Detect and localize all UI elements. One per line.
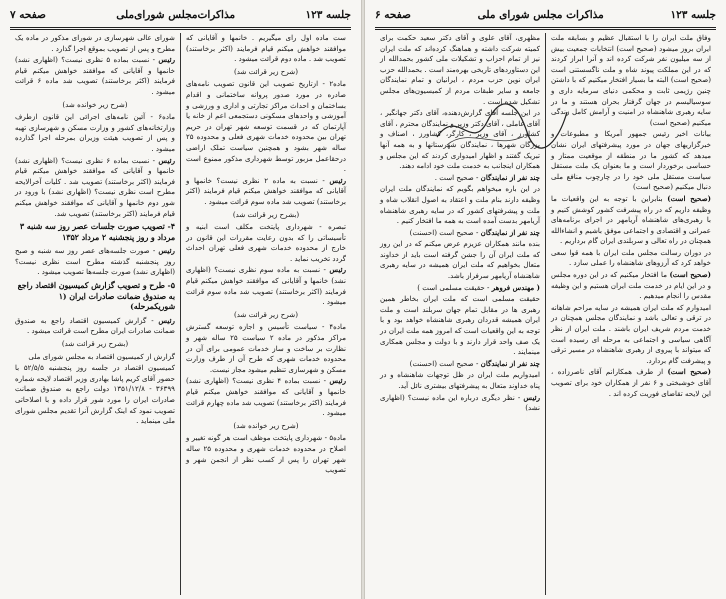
speaker-text: بنابراین با توجه به این واقعیات ما وظیفه داریم که در راه پیشرفت کشور کوشش کنیم و با رهبری‌های شاهنشاه آریامهر در اجرای برنامه‌های عمرانی و اقتصادی و اجتماعی موفق باشیم و انشاءالله همچنان در راه تعالی و سربلندی ایران گام برداریم . <box>551 193 711 246</box>
section-heading: ۴- تصویب صورت جلسات عصر روز سه شنبه ۳ مرداد و روز پنجشنبه ۲ مرداد ۱۳۵۲ <box>19 222 175 242</box>
right-session-label: جلسه ۱۲۳ <box>670 9 716 21</box>
right-page-header <box>375 6 716 24</box>
speaker-text: - گزارش کمیسیون اقتصاد راجع به صندوق ضمانت صادرات ایران مطرح است قرائت میشود . <box>15 315 175 336</box>
procedural-note: (شرح زیر قرائت شد) <box>234 309 298 319</box>
speaker-name: (صحیح است) <box>669 270 711 280</box>
speaker-text: - صحیح است (احسنت) <box>409 358 479 368</box>
speaker-paragraph <box>380 228 540 239</box>
left-page <box>0 0 361 599</box>
speaker-paragraph <box>186 265 346 307</box>
body-paragraph: بنده مانند همکاران عزیزم عرض میکنم که در این روز که ملت ایران آن را جشن گرفته است باید از خداوند متعال بخواهیم که ملت ایران همیشه در سایه رهبری شاهنشاه آریامهر سرفراز باشد. <box>380 239 540 281</box>
speaker-paragraph <box>15 246 175 278</box>
speaker-paragraph <box>186 376 346 418</box>
speaker-text: - نسبت بماده ۶ نظری نیست؟ (اظهاری نشد) خانمها و آقایانی که موافقند خواهش میکنم قیام فرمایند (اکثر برخاستند) تصویب شد . کلیات آخرالایحه مطرح است نظری نیست؟ (اظهاری نشد) با ورود در شور دوم خانمها و آقایانی که موافقند خواهش میکنم قیام فرمایند (اکثر برخاستند) تصویب شد. <box>15 155 175 218</box>
speaker-name: چند نفر از نمایندگان <box>480 172 540 182</box>
procedural-note: (شرح زیر خوانده شد) <box>233 420 299 430</box>
body-paragraph: در این باره میخواهم بگویم که نمایندگان ملت ایران وظیفه دارند بنام ملت و اعتقاد به اصول انقلاب شاه و ملت و پیشرفتهای کشور که در سایه رهبری شاهنشاه آریامهر بدست آمده است به همه ما افتخار کنیم . <box>380 184 540 226</box>
speaker-name: رئیس <box>329 376 346 386</box>
speaker-paragraph <box>551 367 711 399</box>
speaker-name: رئیس <box>158 246 175 256</box>
body-paragraph: بیانات اخیر رئیس جمهور آمریکا و مطبوعات و خبرگزاریهای جهان در مورد پیشرفتهای ایران نشان میدهد که کشور ما در منطقه از موقعیت ممتاز و حساسی برخوردار است و ما بعنوان یک ملت مستقل سیاست مستقل ملی خود را در چارچوب منافع ملی دنبال میکنیم (صحیح است) <box>551 129 711 192</box>
speaker-name: (صحیح است) <box>667 367 711 377</box>
body-paragraph: در این جلسه آقای گزارش‌دهنده، آقای دکتر جهانگیر ، آقای عاملی ، آقای دکتر وزیر و نمایندگان محترم ، آقای کشاورز ، آقای وزیر ، کارگر، کشاورز ، اصناف و بزرگان شهرها ، نمایندگان شهرستانها و به همه آنها تبریک گفتند و اظهار امیدواری کردند که این مجلس و همکاران اینجانب به خدمت ملت خود ادامه دهند. <box>380 108 540 171</box>
body-paragraph: ماده۵ - شهرداری پایتخت موظف است هر گونه تغییر و اصلاح در محدوده خدمات شهری و محدوده ۲۵ ساله شهر تهران را پس از کسب نظر از انجمن شهر و تصویب <box>186 433 346 475</box>
speaker-name: رئیس <box>158 315 175 325</box>
body-paragraph: ماده۶ - آئین نامه‌های اجرائی این قانون ازطرف وزارتخانه‌های کشور و وزارت مسکن و شهرسازی تهیه و پس از تصویب هیئت وزیران بمرحله اجرا گذارده میشود . <box>15 112 175 153</box>
body-paragraph: شورای عالی شهرسازی در شورای مذکور در ماده یک مطرح و پس از تصویب بموقع اجرا گذارد . <box>15 33 175 53</box>
left-header-rule <box>10 27 351 30</box>
speaker-text: - نسبت به ماده ۲ نظری نیست؟ خانمها و آقایانی که موافقند خواهش میکنم قیام فرمایند (اکثر برخاستند) تصویب شد ماده سوم قرائت میشود . <box>186 175 346 206</box>
speaker-text: - صورت جلسه‌های عصر روز سه شنبه و صبح روز پنجشنبه گذشته مطرح است نظری نیست؟ (اظهاری نشد) صورت جلسه‌ها تصویب میشود . <box>15 246 175 277</box>
speaker-text: - نسبت بماده ۵ نظری نیست؟ (اظهاری نشد) خانمها و آقایانی که موافقند خواهش میکنم قیام فرمایند (اکثر برخاستند) تصویب شد ماده ۶ قرائت میشود . <box>15 55 175 96</box>
body-paragraph: تبصره - شهرداری پایتخت مکلف است ابنیه و تأسیساتی را که بدون رعایت مقررات این قانون در خارج از محدوده خدمات شهری فعلی تهران احداث گردد تخریب نماید . <box>186 222 346 263</box>
body-paragraph: حقیقت مسلمی است که ملت ایران بخاطر همین رهبری ها در مقابل تمام جهان سربلند است و ملت ایران همیشه قدردان رهبری شاهنشاه خواهد بود و با توجه به این واقعیات است که امروز همه ملت ایران در یک صف واحد قرار دارند و با دولت و مجلس همکاری مینمایند . <box>380 294 540 357</box>
right-header-rule <box>375 27 716 30</box>
speaker-text: - نظر دیگری درباره این ماده نیست؟ (اظهاری نشد) <box>380 392 540 413</box>
speaker-text: ما افتخار میکنیم که در این دوره مجلس و در این ایام در خدمت ملت ایران هستیم و این وظیفه مقدس را انجام میدهیم . <box>551 270 711 301</box>
speaker-paragraph <box>380 393 540 414</box>
body-paragraph: ماده۴ - سیاست تأسیس و اجازه توسعه گسترش مراکز مذکور در ماده ۲ سیاست ۲۵ ساله شهر و نظارت بر ساخت و ساز خدمات عمومی برای آن در محدوده خدمات شهری که طرح آن از طرف وزارت مسکن و شهرسازی تنظیم میشود مجاز نیست. <box>186 322 347 374</box>
speaker-paragraph <box>380 173 540 184</box>
speaker-name: ( مهندس فروهر <box>491 282 540 292</box>
procedural-note: (بشرح زیر قرائت شد) <box>61 339 129 349</box>
left-column-2 <box>10 33 181 595</box>
body-paragraph: در دوران رسالت مجلس ملت ایران با همه قوا سعی خواهد کرد که آرزوهای شاهنشاه را عملی سازد . <box>551 247 711 268</box>
speaker-paragraph <box>551 194 711 247</box>
right-page-number: صفحه ۶ <box>375 9 411 21</box>
left-session-label: جلسه ۱۲۳ <box>305 9 351 21</box>
speaker-text: - حقیقت مسلمی است ) <box>417 282 490 292</box>
left-page-number: صفحه ۷ <box>10 9 46 21</box>
speaker-text: - صحیح است . <box>434 172 479 182</box>
speaker-name: رئیس <box>158 155 175 165</box>
right-header-title: مذاکرات مجلس شورای ملی <box>477 9 604 21</box>
speaker-name: چند نفر از نمایندگان <box>480 227 540 237</box>
left-page-header <box>10 6 351 24</box>
body-paragraph: امیدواریم ملت ایران در ظل توجهات شاهنشاه و در پناه خداوند متعال به پیشرفتهای بیشتری نائل آید. <box>380 370 540 390</box>
speaker-paragraph <box>380 283 540 294</box>
body-paragraph: کمیسیون اقتصاد در جلسه روز پنجشنبه ۵۲/۵/۵ با حضور آقای کریم پاشا بهادری وزیر اقتصاد لایحه شماره ۳۶۳۹۹ - ۱۳۵۱/۱۲/۸ دولت راجع به صندوق ضمانت صادرات ایران را مورد شور قرار داده و با اصلاحاتی تصویب نمود که اینک گزارش آنرا تقدیم مجلس شورای ملی مینماید . <box>15 363 175 426</box>
speaker-text: - نسبت به ماده سوم نظری نیست؟ (اظهاری نشد) خانمها و آقایانی که موافقند خواهش میکنم قیام فرمایند (اکثر برخاستند) تصویب شد ماده سوم قرائت میشود . <box>186 265 346 307</box>
left-header-title: مذاکرات‌مجلس شورای‌ملی <box>116 9 236 21</box>
procedural-note: (شرح زیر قرائت شد) <box>234 66 298 76</box>
body-paragraph: ماده۲ - ازتاریخ تصویب این قانون تصویب نامه‌های صادره در مورد صدور پروانه ساختمانی و اقدام بساختمان و احداث مراکز تجارتی و اداری و ورزشی و آموزشی و واحدهای مسکونی دستجمعی اعم از خانه یا آپارتمان که در قسمت توسعه شهر تهران در حریم تهران بین محدوده خدمات شهری فعلی و محدوده ۲۵ ساله شهر بشود و همچنین سیاست تملک اراضی درحقاعمل مزبور توسط شهرداری مذکور ممنوع است . <box>186 79 346 174</box>
speaker-name: رئیس <box>329 265 346 275</box>
body-paragraph: مظهری، آقای علوی و آقای دکتر سعید حکمت برای کمیته شرکت داشته و هماهنگ کرده‌اند که ملت ایران نیز از تمام احزاب و تشکیلات ملی کشور بحمدالله از این دستاوردهای تاریخی بهره‌مند است . بحمدالله حزب ایران نوین حزب مردم ، ایرانیان و تمام نمایندگان جامعه و سایر طبقات مردم از کمیسیون‌های مجلس تشکیل شده است . <box>380 33 540 106</box>
speaker-text: - صحیح است (احسنت) <box>409 227 479 237</box>
speaker-name: رئیس <box>329 175 346 185</box>
speaker-name: رئیس <box>158 55 175 65</box>
body-paragraph: امیدوارم که ملت ایران همیشه در سایه مراحم شاهانه در ترقی و تعالی باشد و نمایندگان مجلس همچنان در خدمت مردم شریف ایران باشند . ملت ایران از نظر آگاهی سیاسی و اجتماعی به مرحله ای رسیده است که میتواند با پیروی از رهبری شاهنشاه در مسیر ترقی و پیشرفت گام بردارد. <box>551 302 711 365</box>
left-columns <box>10 33 351 595</box>
body-paragraph: گزارش از کمیسیون اقتصاد به مجلس شورای ملی <box>28 351 175 361</box>
speaker-name: رئیس <box>523 392 540 402</box>
speaker-paragraph <box>186 176 346 208</box>
body-paragraph: وفاق ملت ایران را با استقبال عظیم و بسابقه ملت ایران بروز میشود (صحیح است) انتخابات جمعیت بیش از سه میلیون نفر شرکت کرده اند و آنرا ابراز کردند که در این مملکت پیوند شاه و ملت ناگسستنی است (صحیح است) البته ما بسیار افتخار میکنیم که با داشتن چنین رژیمی ثابت و محکمی دنیای سرمایه داری و سوسیالیسم در جهان گرفتار بحران هستند و ما در سایه رهبری شاهنشاه در امنیت و آرامش کامل زندگی میکنیم (صحیح است) <box>551 33 711 127</box>
speaker-paragraph <box>15 316 175 337</box>
speaker-paragraph <box>380 359 540 370</box>
speaker-text: - نسبت بماده ۴ نظری نیست؟ (اظهاری نشد) خانمها و آقایانی که موافقند خواهش میکنم قیام فرمایند (اکثر برخاستند) تصویب شد ماده چهارم قرائت میشود . <box>186 376 346 418</box>
speaker-name: (صحیح است) <box>667 193 711 203</box>
body-paragraph: ست ماده اول رای میگیریم . خانمها و آقایانی که موافقند خواهش میکنم قیام فرمایند (اکثر برخاستند) تصویب شد . ماده دوم قرائت میشود . <box>186 33 346 64</box>
speaker-paragraph <box>15 55 175 97</box>
right-page <box>365 0 726 599</box>
speaker-paragraph <box>551 270 711 302</box>
procedural-note: (بشرح زیر قرائت شد) <box>232 209 300 219</box>
speaker-paragraph <box>15 156 175 220</box>
procedural-note: (شرح زیر خوانده شد) <box>62 99 128 109</box>
speaker-text: از طرف همکارانم آقای ناصرزاده ، آقای خوشبختی و ۶ نفر از همکاران خود برای تصویب این لایحه تقاضای فوریت کرده اند . <box>551 367 711 398</box>
speaker-name: چند نفر از نمایندگان <box>480 358 540 368</box>
handwritten-scribble-mark <box>427 97 577 157</box>
section-heading: ۵- طرح و تصویب گزارش کمیسیون اقتصاد راجع به صندوق ضمانت صادرات ایران (۱ شوریکمرحله) <box>17 281 175 312</box>
left-column-1 <box>181 33 351 595</box>
